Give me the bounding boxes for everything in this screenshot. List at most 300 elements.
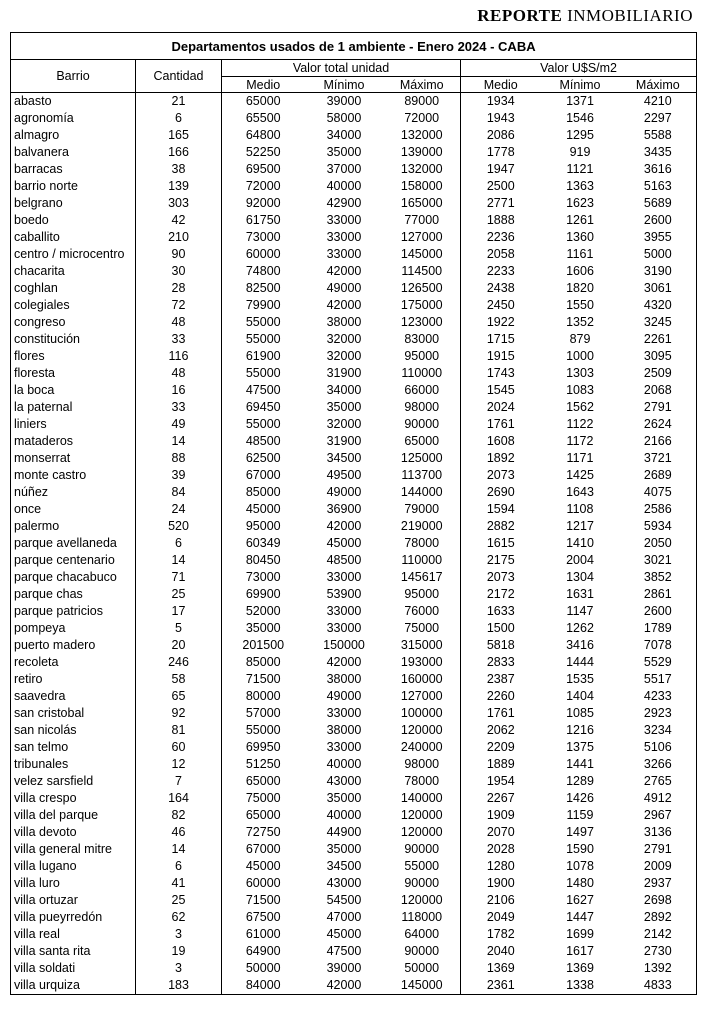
- cantidad-cell: 33: [136, 331, 222, 348]
- total-maximo-cell: 120000: [384, 807, 461, 824]
- total-medio-cell: 35000: [245, 621, 281, 635]
- total-maximo-cell: 120000: [384, 722, 461, 739]
- m2-minimo-cell: 1643: [566, 485, 594, 499]
- m2-medio-cell: 1900: [486, 876, 515, 890]
- m2-minimo-cell: 1159: [566, 808, 594, 822]
- cantidad-cell: 41: [136, 875, 222, 892]
- m2-minimo-cell: 1216: [566, 723, 594, 737]
- total-minimo-cell: 48500: [326, 553, 362, 567]
- total-medio-cell: 67500: [245, 910, 281, 924]
- m2-maximo-cell: 1392: [620, 960, 697, 977]
- total-maximo-cell: 127000: [384, 229, 461, 246]
- barrio-cell: villa devoto: [11, 824, 136, 841]
- m2-medio-cell: 2028: [486, 842, 515, 856]
- m2-medio-cell: 2073: [486, 468, 515, 482]
- barrio-cell: floresta: [11, 365, 136, 382]
- cantidad-cell: 16: [136, 382, 222, 399]
- cantidad-cell: 303: [136, 195, 222, 212]
- m2-maximo-cell: 3852: [620, 569, 697, 586]
- m2-maximo-cell: 3061: [620, 280, 697, 297]
- barrio-cell: villa soldati: [11, 960, 136, 977]
- m2-maximo-cell: 2791: [620, 399, 697, 416]
- total-maximo-cell: 75000: [384, 620, 461, 637]
- m2-medio-cell: 1761: [486, 417, 515, 431]
- total-minimo-cell: 53900: [326, 587, 362, 601]
- barrio-cell: congreso: [11, 314, 136, 331]
- total-maximo-cell: 90000: [384, 875, 461, 892]
- cantidad-cell: 6: [136, 858, 222, 875]
- barrio-cell: liniers: [11, 416, 136, 433]
- total-minimo-cell: 38000: [326, 315, 362, 329]
- m2-medio-cell: 2690: [486, 485, 515, 499]
- barrio-cell: barrio norte: [11, 178, 136, 195]
- barrio-cell: san cristobal: [11, 705, 136, 722]
- total-medio-cell: 80450: [245, 553, 281, 567]
- table-row: [11, 212, 697, 229]
- cantidad-cell: 49: [136, 416, 222, 433]
- table-row: [11, 586, 697, 603]
- m2-minimo-cell: 1480: [566, 876, 594, 890]
- total-maximo-cell: 118000: [384, 909, 461, 926]
- cantidad-cell: 246: [136, 654, 222, 671]
- m2-medio-cell: 1280: [486, 859, 515, 873]
- total-medio-cell: 65000: [245, 808, 281, 822]
- total-minimo-cell: 37000: [326, 162, 362, 176]
- total-maximo-cell: 50000: [384, 960, 461, 977]
- total-minimo-cell: 40000: [326, 808, 362, 822]
- total-medio-cell: 45000: [245, 859, 281, 873]
- barrio-cell: monte castro: [11, 467, 136, 484]
- cantidad-cell: 520: [136, 518, 222, 535]
- m2-maximo-cell: 2624: [620, 416, 697, 433]
- m2-maximo-cell: 3955: [620, 229, 697, 246]
- m2-maximo-cell: 3245: [620, 314, 697, 331]
- total-maximo-cell: 175000: [384, 297, 461, 314]
- total-medio-cell: 51250: [245, 757, 281, 771]
- table-row: [11, 382, 697, 399]
- total-medio-cell: 64800: [245, 128, 281, 142]
- m2-minimo-cell: 1426: [566, 791, 594, 805]
- barrio-cell: chacarita: [11, 263, 136, 280]
- m2-medio-cell: 2387: [486, 672, 515, 686]
- m2-medio-cell: 2438: [486, 281, 515, 295]
- total-maximo-cell: 219000: [384, 518, 461, 535]
- total-minimo-cell: 42000: [326, 264, 362, 278]
- m2-medio-cell: 2049: [486, 910, 515, 924]
- m2-minimo-cell: 1262: [566, 621, 594, 635]
- m2-medio-cell: 2062: [486, 723, 515, 737]
- table-row: [11, 960, 697, 977]
- cantidad-cell: 38: [136, 161, 222, 178]
- cantidad-cell: 81: [136, 722, 222, 739]
- total-minimo-cell: 45000: [326, 927, 362, 941]
- total-medio-cell: 55000: [245, 366, 281, 380]
- table-row: [11, 195, 697, 212]
- table-row: [11, 739, 697, 756]
- total-medio-cell: 71500: [245, 672, 281, 686]
- table-row: [11, 909, 697, 926]
- m2-minimo-cell: 1360: [566, 230, 594, 244]
- m2-minimo-cell: 1410: [566, 536, 594, 550]
- table-row: [11, 127, 697, 144]
- m2-maximo-cell: 2689: [620, 467, 697, 484]
- barrio-cell: parque avellaneda: [11, 535, 136, 552]
- m2-maximo-cell: 3021: [620, 552, 697, 569]
- barrio-cell: villa crespo: [11, 790, 136, 807]
- total-maximo-cell: 158000: [384, 178, 461, 195]
- m2-minimo-cell: 1303: [566, 366, 594, 380]
- col-header-barrio: Barrio: [11, 60, 136, 93]
- barrio-cell: villa luro: [11, 875, 136, 892]
- total-maximo-cell: 110000: [384, 552, 461, 569]
- m2-medio-cell: 1889: [486, 757, 515, 771]
- cantidad-cell: 72: [136, 297, 222, 314]
- total-medio-cell: 60000: [245, 876, 281, 890]
- total-minimo-cell: 42900: [326, 196, 362, 210]
- total-minimo-cell: 33000: [326, 706, 362, 720]
- total-minimo-cell: 34500: [326, 451, 362, 465]
- total-minimo-cell: 49000: [326, 281, 362, 295]
- total-medio-cell: 60000: [245, 247, 281, 261]
- barrio-cell: palermo: [11, 518, 136, 535]
- m2-maximo-cell: 2861: [620, 586, 697, 603]
- m2-minimo-cell: 1363: [566, 179, 594, 193]
- total-minimo-cell: 42000: [326, 519, 362, 533]
- table-row: [11, 688, 697, 705]
- barrio-cell: villa del parque: [11, 807, 136, 824]
- group-header-total: Valor total unidad: [222, 60, 461, 77]
- table-row: [11, 654, 697, 671]
- m2-medio-cell: 1743: [486, 366, 515, 380]
- total-minimo-cell: 44900: [326, 825, 362, 839]
- m2-minimo-cell: 1083: [566, 383, 594, 397]
- total-maximo-cell: 78000: [384, 535, 461, 552]
- barrio-cell: flores: [11, 348, 136, 365]
- sub-header-total-medio: Medio: [222, 77, 305, 93]
- cantidad-cell: 82: [136, 807, 222, 824]
- total-minimo-cell: 40000: [326, 757, 362, 771]
- m2-medio-cell: 2236: [486, 230, 515, 244]
- cantidad-cell: 28: [136, 280, 222, 297]
- m2-minimo-cell: 1289: [566, 774, 594, 788]
- m2-maximo-cell: 2967: [620, 807, 697, 824]
- barrio-cell: barracas: [11, 161, 136, 178]
- total-minimo-cell: 35000: [326, 791, 362, 805]
- barrio-cell: villa lugano: [11, 858, 136, 875]
- cantidad-cell: 165: [136, 127, 222, 144]
- barrio-cell: centro / microcentro: [11, 246, 136, 263]
- barrio-cell: saavedra: [11, 688, 136, 705]
- total-minimo-cell: 49000: [326, 485, 362, 499]
- m2-medio-cell: 1615: [486, 536, 515, 550]
- m2-minimo-cell: 1338: [541, 977, 620, 995]
- m2-medio-cell: 1934: [486, 94, 515, 108]
- table-row: [11, 637, 697, 654]
- barrio-cell: villa general mitre: [11, 841, 136, 858]
- m2-medio-cell: 1778: [486, 145, 515, 159]
- m2-minimo-cell: 919: [569, 145, 591, 159]
- barrio-cell: recoleta: [11, 654, 136, 671]
- cantidad-cell: 20: [136, 637, 222, 654]
- m2-maximo-cell: 3721: [620, 450, 697, 467]
- m2-medio-cell: 2361: [461, 977, 541, 995]
- total-medio-cell: 52250: [245, 145, 281, 159]
- table-row: [11, 943, 697, 960]
- total-minimo-cell: 42000: [326, 298, 362, 312]
- barrio-cell: villa pueyrredón: [11, 909, 136, 926]
- m2-maximo-cell: 2937: [620, 875, 697, 892]
- m2-minimo-cell: 1535: [566, 672, 594, 686]
- table-row: [11, 178, 697, 195]
- total-medio-cell: 50000: [245, 961, 281, 975]
- total-minimo-cell: 31900: [326, 366, 362, 380]
- total-minimo-cell: 42000: [305, 977, 384, 995]
- total-maximo-cell: 123000: [384, 314, 461, 331]
- m2-medio-cell: 1369: [486, 961, 515, 975]
- m2-maximo-cell: 2600: [620, 603, 697, 620]
- cantidad-cell: 25: [136, 586, 222, 603]
- sub-header-m2-minimo: Mínimo: [541, 77, 620, 93]
- total-medio-cell: 84000: [222, 977, 305, 995]
- m2-maximo-cell: 4075: [620, 484, 697, 501]
- cantidad-cell: 183: [136, 977, 222, 995]
- m2-maximo-cell: 5588: [620, 127, 697, 144]
- total-maximo-cell: 193000: [384, 654, 461, 671]
- m2-maximo-cell: 4320: [620, 297, 697, 314]
- brand-logo: [477, 6, 693, 26]
- total-maximo-cell: 132000: [384, 161, 461, 178]
- total-minimo-cell: 32000: [326, 417, 362, 431]
- m2-maximo-cell: 2261: [620, 331, 697, 348]
- total-minimo-cell: 33000: [326, 570, 362, 584]
- m2-medio-cell: 2833: [486, 655, 515, 669]
- barrio-cell: velez sarsfield: [11, 773, 136, 790]
- cantidad-cell: 48: [136, 314, 222, 331]
- total-minimo-cell: 58000: [326, 111, 362, 125]
- m2-minimo-cell: 879: [569, 332, 591, 346]
- cantidad-cell: 3: [136, 926, 222, 943]
- sub-header-m2-maximo: Máximo: [620, 77, 697, 93]
- barrio-cell: coghlan: [11, 280, 136, 297]
- m2-minimo-cell: 1546: [566, 111, 594, 125]
- total-maximo-cell: 98000: [384, 756, 461, 773]
- cantidad-cell: 19: [136, 943, 222, 960]
- m2-maximo-cell: 1789: [620, 620, 697, 637]
- table-body: [11, 93, 697, 995]
- table-row: [11, 569, 697, 586]
- table-row: [11, 144, 697, 161]
- table-row: [11, 773, 697, 790]
- table-row: [11, 399, 697, 416]
- barrio-cell: balvanera: [11, 144, 136, 161]
- m2-maximo-cell: 3266: [620, 756, 697, 773]
- m2-medio-cell: 1954: [486, 774, 515, 788]
- m2-maximo-cell: 4833: [620, 977, 697, 995]
- m2-maximo-cell: 2600: [620, 212, 697, 229]
- barrio-cell: la boca: [11, 382, 136, 399]
- total-minimo-cell: 45000: [326, 536, 362, 550]
- cantidad-cell: 17: [136, 603, 222, 620]
- table-row: [11, 161, 697, 178]
- table-row: [11, 807, 697, 824]
- total-maximo-cell: 165000: [384, 195, 461, 212]
- total-medio-cell: 55000: [245, 417, 281, 431]
- m2-minimo-cell: 1261: [566, 213, 594, 227]
- m2-medio-cell: 2500: [486, 179, 515, 193]
- total-medio-cell: 62500: [245, 451, 281, 465]
- total-medio-cell: 72000: [245, 179, 281, 193]
- total-maximo-cell: 120000: [384, 824, 461, 841]
- table-row: [11, 977, 697, 995]
- m2-maximo-cell: 2166: [620, 433, 697, 450]
- m2-medio-cell: 2172: [486, 587, 515, 601]
- m2-maximo-cell: 3234: [620, 722, 697, 739]
- m2-maximo-cell: 2730: [620, 943, 697, 960]
- m2-maximo-cell: 2791: [620, 841, 697, 858]
- cantidad-cell: 25: [136, 892, 222, 909]
- table-row: [11, 450, 697, 467]
- m2-maximo-cell: 3136: [620, 824, 697, 841]
- barrio-cell: villa real: [11, 926, 136, 943]
- cantidad-cell: 42: [136, 212, 222, 229]
- m2-medio-cell: 2260: [486, 689, 515, 703]
- cantidad-cell: 71: [136, 569, 222, 586]
- table-row: [11, 620, 697, 637]
- cantidad-cell: 14: [136, 841, 222, 858]
- m2-medio-cell: 1922: [486, 315, 515, 329]
- barrio-cell: la paternal: [11, 399, 136, 416]
- m2-medio-cell: 1594: [486, 502, 515, 516]
- cantidad-cell: 166: [136, 144, 222, 161]
- cantidad-cell: 14: [136, 433, 222, 450]
- total-maximo-cell: 83000: [384, 331, 461, 348]
- cantidad-cell: 30: [136, 263, 222, 280]
- m2-minimo-cell: 1085: [566, 706, 594, 720]
- m2-maximo-cell: 4210: [620, 93, 697, 111]
- total-minimo-cell: 34000: [326, 383, 362, 397]
- table-row: [11, 858, 697, 875]
- table-row: [11, 331, 697, 348]
- m2-minimo-cell: 1172: [566, 434, 594, 448]
- total-maximo-cell: 77000: [384, 212, 461, 229]
- m2-minimo-cell: 1562: [566, 400, 594, 414]
- total-minimo-cell: 31900: [326, 434, 362, 448]
- total-maximo-cell: 145000: [384, 246, 461, 263]
- total-maximo-cell: 95000: [384, 586, 461, 603]
- sub-header-total-minimo: Mínimo: [305, 77, 384, 93]
- total-medio-cell: 71500: [245, 893, 281, 907]
- table-row: [11, 416, 697, 433]
- m2-medio-cell: 2771: [486, 196, 515, 210]
- barrio-cell: retiro: [11, 671, 136, 688]
- barrio-cell: parque centenario: [11, 552, 136, 569]
- cantidad-cell: 139: [136, 178, 222, 195]
- barrio-cell: constitución: [11, 331, 136, 348]
- cantidad-cell: 3: [136, 960, 222, 977]
- m2-medio-cell: 1888: [486, 213, 515, 227]
- total-minimo-cell: 43000: [326, 876, 362, 890]
- m2-maximo-cell: 2009: [620, 858, 697, 875]
- total-medio-cell: 95000: [245, 519, 281, 533]
- cantidad-cell: 90: [136, 246, 222, 263]
- cantidad-cell: 46: [136, 824, 222, 841]
- table-row: [11, 484, 697, 501]
- table-title: Departamentos usados de 1 ambiente - Enero 2024 - CABA: [11, 33, 697, 60]
- total-maximo-cell: 79000: [384, 501, 461, 518]
- barrio-cell: núñez: [11, 484, 136, 501]
- barrio-cell: boedo: [11, 212, 136, 229]
- total-maximo-cell: 90000: [384, 416, 461, 433]
- total-medio-cell: 69950: [245, 740, 281, 754]
- total-medio-cell: 85000: [245, 485, 281, 499]
- total-medio-cell: 61000: [245, 927, 281, 941]
- total-minimo-cell: 33000: [326, 247, 362, 261]
- m2-minimo-cell: 1161: [566, 247, 594, 261]
- barrio-cell: parque chas: [11, 586, 136, 603]
- cantidad-cell: 6: [136, 110, 222, 127]
- total-maximo-cell: 114500: [384, 263, 461, 280]
- total-medio-cell: 67000: [245, 842, 281, 856]
- total-minimo-cell: 47000: [326, 910, 362, 924]
- total-maximo-cell: 140000: [384, 790, 461, 807]
- barrio-cell: pompeya: [11, 620, 136, 637]
- table-row: [11, 110, 697, 127]
- total-maximo-cell: 126500: [384, 280, 461, 297]
- m2-medio-cell: 1947: [486, 162, 515, 176]
- total-medio-cell: 55000: [245, 332, 281, 346]
- barrio-cell: monserrat: [11, 450, 136, 467]
- m2-minimo-cell: 1147: [566, 604, 594, 618]
- total-medio-cell: 61900: [245, 349, 281, 363]
- m2-minimo-cell: 1371: [566, 94, 594, 108]
- m2-medio-cell: 1782: [486, 927, 515, 941]
- total-minimo-cell: 43000: [326, 774, 362, 788]
- table-row: [11, 603, 697, 620]
- cantidad-cell: 6: [136, 535, 222, 552]
- total-medio-cell: 55000: [245, 723, 281, 737]
- m2-maximo-cell: 3435: [620, 144, 697, 161]
- total-medio-cell: 73000: [245, 570, 281, 584]
- total-maximo-cell: 64000: [384, 926, 461, 943]
- m2-maximo-cell: 2050: [620, 535, 697, 552]
- total-maximo-cell: 139000: [384, 144, 461, 161]
- m2-medio-cell: 2073: [486, 570, 515, 584]
- m2-maximo-cell: 2765: [620, 773, 697, 790]
- m2-medio-cell: 1715: [486, 332, 515, 346]
- total-maximo-cell: 95000: [384, 348, 461, 365]
- total-medio-cell: 45000: [245, 502, 281, 516]
- m2-maximo-cell: 2142: [620, 926, 697, 943]
- total-medio-cell: 69900: [245, 587, 281, 601]
- m2-minimo-cell: 1295: [566, 128, 594, 142]
- total-maximo-cell: 120000: [384, 892, 461, 909]
- total-medio-cell: 65000: [245, 774, 281, 788]
- total-medio-cell: 73000: [245, 230, 281, 244]
- m2-medio-cell: 2175: [486, 553, 515, 567]
- m2-minimo-cell: 1699: [566, 927, 594, 941]
- m2-minimo-cell: 1000: [566, 349, 594, 363]
- total-maximo-cell: 145617: [384, 569, 461, 586]
- barrio-cell: parque chacabuco: [11, 569, 136, 586]
- cantidad-cell: 5: [136, 620, 222, 637]
- total-minimo-cell: 42000: [326, 655, 362, 669]
- table-row: [11, 722, 697, 739]
- m2-maximo-cell: 3616: [620, 161, 697, 178]
- total-minimo-cell: 33000: [326, 740, 362, 754]
- total-maximo-cell: 113700: [384, 467, 461, 484]
- m2-medio-cell: 1892: [486, 451, 515, 465]
- total-minimo-cell: 33000: [326, 213, 362, 227]
